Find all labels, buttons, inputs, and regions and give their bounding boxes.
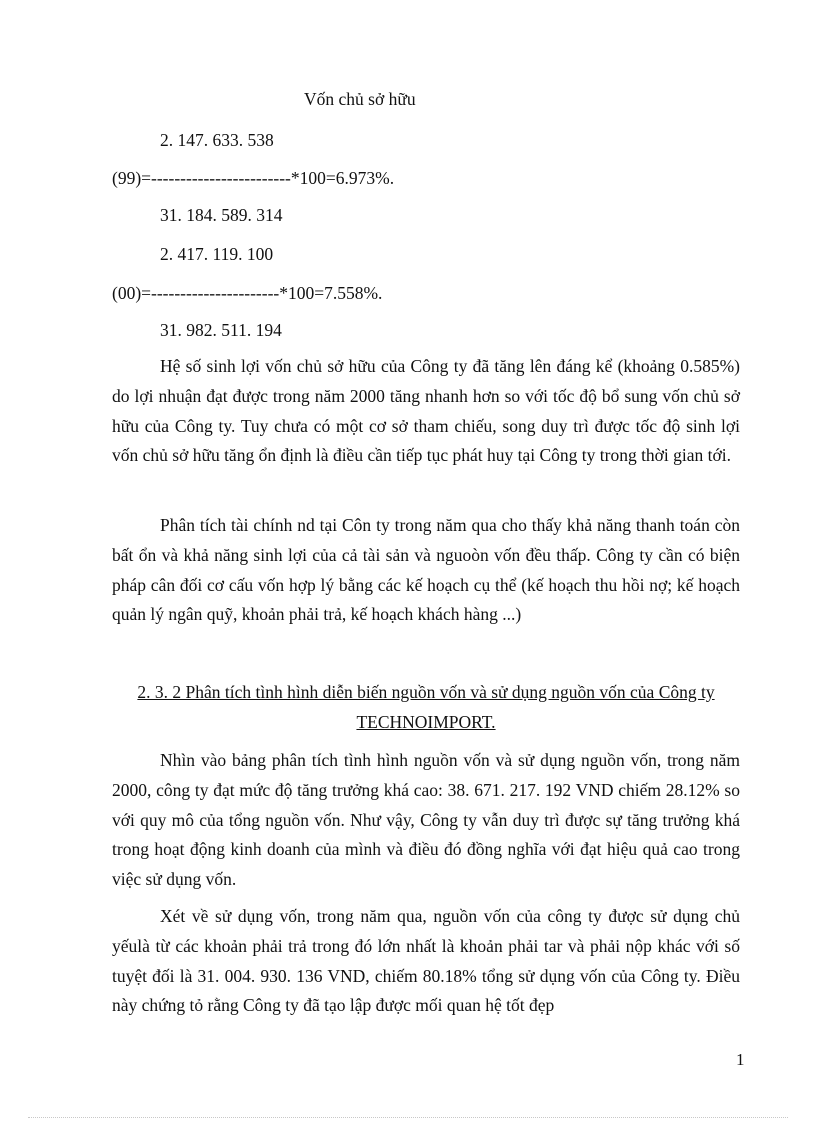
paragraph-growth: Nhìn vào bảng phân tích tình hình nguồn vốn và sử dụng nguồn vốn, trong năm 2000, công ty đạt mức độ tăng trưởng khá cao: 38. 671. 217. 192 VND chiếm 28.12% so với quy mô của tổng nguồn vốn. Như vậy, Công ty vẫn duy trì được sự tăng trưởng khá trong hoạt động kinh doanh của mình và điều đó đồng nghĩa với đạt hiệu quả cao trong việc sử dụng vốn.: [112, 750, 740, 890]
paragraph-conclusion: Phân tích tài chính nd tại Côn ty trong năm qua cho thấy khả năng thanh toán còn bất ổn và khả năng sinh lợi của cả tài sản và nguoòn vốn đều thấp. Công ty cần có biện pháp cân đối cơ cấu vốn hợp lý bằng các kế hoạch cụ thể (kế hoạch thu hồi nợ; kế hoạch quản lý ngân quỹ, khoản phải trả, kế hoạch khách hàng ...): [112, 515, 740, 625]
numerator-1999: 2. 147. 633. 538: [160, 130, 274, 150]
paragraph-capital-use: Xét về sử dụng vốn, trong năm qua, nguồn vốn của công ty được sử dụng chủ yếulà từ các khoản phải trả trong đó lớn nhất là khoản phải tar và phải nộp khác với số tuyệt đối là 31. 004. 930. 136 VND, chiếm 80.18% tổng sử dụng vốn của Công ty. Điều này chứng tỏ rằng Công ty đã tạo lập được mối quan hệ tốt đẹp: [112, 906, 740, 1016]
denominator-1999: 31. 184. 589. 314: [160, 205, 283, 225]
denominator-2000: 31. 982. 511. 194: [160, 320, 282, 340]
bottom-divider: [28, 1117, 788, 1118]
page-number: 1: [736, 1050, 745, 1069]
paragraph-roe: Hệ số sinh lợi vốn chủ sở hữu của Công ty đã tăng lên đáng kể (khoảng 0.585%) do lợi nhuận đạt được trong năm 2000 tăng nhanh hơn so với tốc độ bổ sung vốn chủ sở hữu của Công ty. Tuy chưa có một cơ sở tham chiếu, song duy trì được tốc độ sinh lợi vốn chủ sở hữu tăng ổn định là điều cần tiếp tục phát huy tại Công ty trong thời gian tới.: [112, 356, 740, 466]
formula-label: Vốn chủ sở hữu: [304, 89, 416, 109]
formula-1999: (99)=------------------------*100=6.973%.: [112, 168, 395, 188]
section-heading: 2. 3. 2 Phân tích tình hình diễn biến nguồn vốn và sử dụng nguồn vốn của Công ty TECHNOIMPORT.: [137, 682, 715, 732]
numerator-2000: 2. 417. 119. 100: [160, 244, 274, 264]
formula-2000: (00)=----------------------*100=7.558%.: [112, 283, 383, 303]
